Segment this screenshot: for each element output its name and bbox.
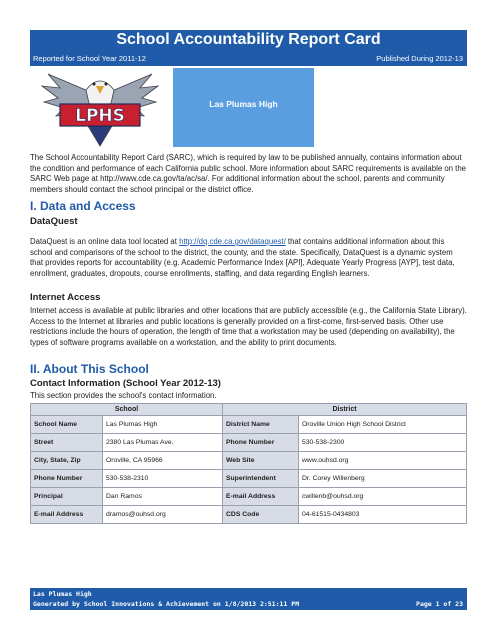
- district-field-value: cwillenb@ouhsd.org: [299, 488, 467, 506]
- school-name: Las Plumas High: [209, 99, 278, 109]
- district-field-value: Dr. Corey Willenberg: [299, 470, 467, 488]
- footer-school-name: Las Plumas High: [33, 590, 92, 598]
- contact-info-table: [30, 403, 467, 524]
- school-field-label: E-mail Address: [31, 506, 103, 524]
- table-row: [31, 488, 467, 506]
- school-field-value: Dan Ramos: [103, 488, 223, 506]
- school-field-label: School Name: [31, 416, 103, 434]
- school-field-label: Street: [31, 434, 103, 452]
- dataquest-link[interactable]: http://dq.cde.ca.gov/dataquest/: [179, 237, 286, 246]
- table-row: [31, 470, 467, 488]
- column-header-district: District: [223, 404, 467, 416]
- table-row: [31, 506, 467, 524]
- published-year: Published During 2012-13: [376, 54, 463, 63]
- dataquest-text-pre: DataQuest is an online data tool located at: [30, 237, 180, 246]
- school-field-value: 2380 Las Plumas Ave.: [103, 434, 223, 452]
- section-heading-data-access: I. Data and Access: [30, 199, 136, 213]
- school-logo: [30, 68, 170, 147]
- school-field-value: Las Plumas High: [103, 416, 223, 434]
- district-field-label: Superintendent: [223, 470, 299, 488]
- district-field-value: 530-538-2300: [299, 434, 467, 452]
- district-field-label: E-mail Address: [223, 488, 299, 506]
- footer-page-number: Page 1 of 23: [416, 600, 463, 608]
- report-title: School Accountability Report Card: [116, 31, 381, 48]
- table-header-row: [31, 404, 467, 416]
- dataquest-paragraph: [30, 237, 467, 279]
- contact-intro: This section provides the school's contact information.: [30, 391, 217, 400]
- table-row: [31, 434, 467, 452]
- district-field-value: www.ouhsd.org: [299, 452, 467, 470]
- district-field-label: District Name: [223, 416, 299, 434]
- dataquest-text-post: that contains additional information about this school and comparisons of the school to the district, the county, and the state. Specifically, DataQuest is a dynamic system that provides reports for accountability (e.g. Academic Performance Index [API], Adequate Yearly Progress [AYP], test data, enrollment, graduates, dropouts, course enrollments, staffing, and data regarding English learners.: [30, 237, 455, 278]
- report-header-banner: [30, 30, 467, 66]
- district-field-label: CDS Code: [223, 506, 299, 524]
- district-field-label: Web Site: [223, 452, 299, 470]
- school-field-value: Oroville, CA 95966: [103, 452, 223, 470]
- column-header-school: School: [31, 404, 223, 416]
- footer-generated: Generated by School Innovations & Achievement on 1/8/2013 2:51:11 PM: [33, 600, 300, 608]
- table-row: [31, 416, 467, 434]
- section-heading-about-school: II. About This School: [30, 362, 149, 376]
- svg-text:LPHS: LPHS: [75, 106, 125, 126]
- school-field-value: dramos@ouhsd.org: [103, 506, 223, 524]
- district-field-value: 04-61515-0434803: [299, 506, 467, 524]
- table-row: [31, 452, 467, 470]
- reported-year: Reported for School Year 2011-12: [33, 54, 146, 63]
- school-name-box: [173, 68, 314, 147]
- contact-info-heading: Contact Information (School Year 2012-13): [30, 378, 221, 389]
- district-field-value: Oroville Union High School District: [299, 416, 467, 434]
- page-footer: [30, 588, 467, 610]
- school-field-value: 530-538-2310: [103, 470, 223, 488]
- school-field-label: Principal: [31, 488, 103, 506]
- school-field-label: City, State, Zip: [31, 452, 103, 470]
- intro-paragraph: The School Accountability Report Card (SARC), which is required by law to be published annually, contains information about the condition and performance of each California public school. More information about SARC requirements is available on the SARC Web page at http://www.cde.ca.gov/ta/ac/sa/. For additional information about the school, parents and community members should contact the school principal or the district office.: [30, 153, 467, 194]
- district-field-label: Phone Number: [223, 434, 299, 452]
- dataquest-heading: DataQuest: [30, 216, 78, 227]
- internet-access-paragraph: Internet access is available at public libraries and other locations that are publicly accessible (e.g., the California State Library). Access to the Internet at libraries and public locations is generally provided on a first-come, first-served basis. Other use restrictions include the hours of operation, the length of time that a workstation may be used (depending on availability), the types of software programs available on a workstation, and the ability to print documents.: [30, 306, 467, 347]
- school-field-label: Phone Number: [31, 470, 103, 488]
- internet-access-heading: Internet Access: [30, 292, 101, 303]
